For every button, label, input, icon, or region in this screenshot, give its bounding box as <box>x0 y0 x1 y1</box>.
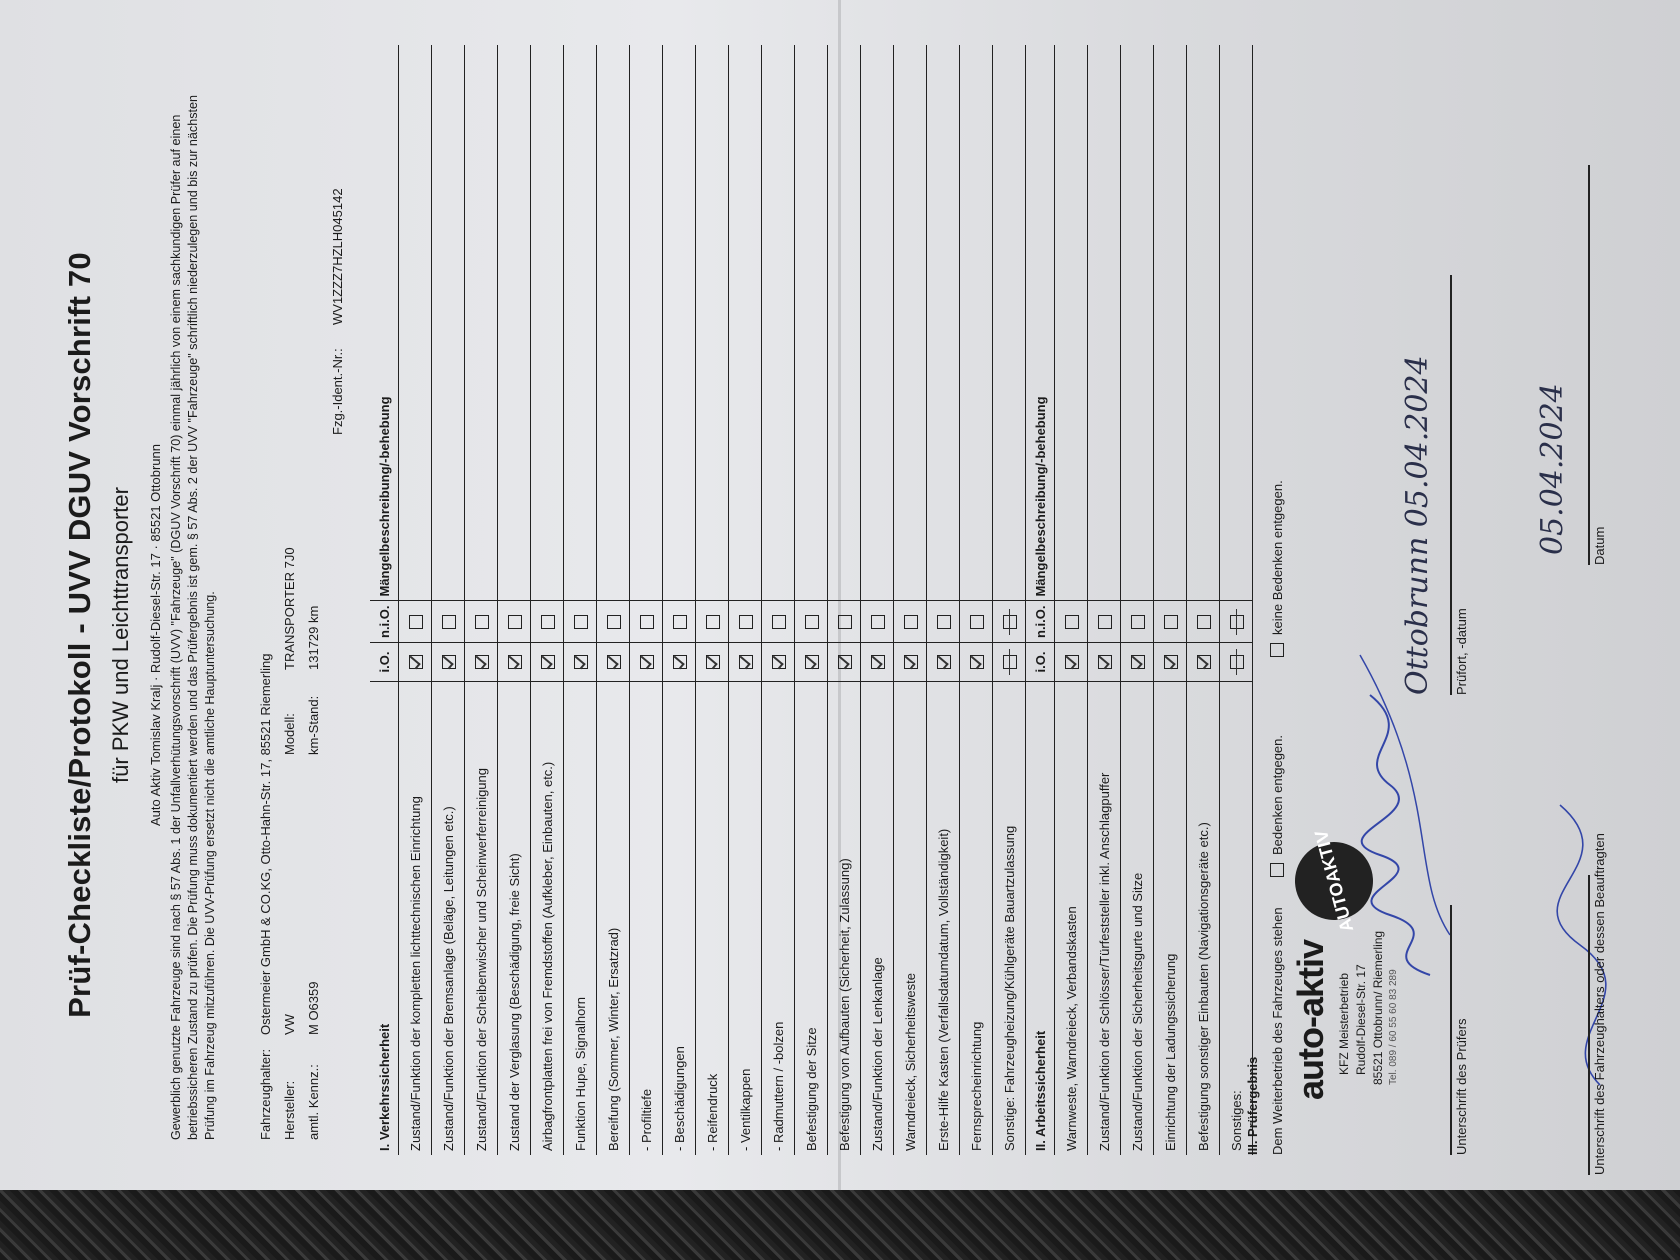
nio-checkbox[interactable] <box>904 615 918 629</box>
row-label: Funktion Hupe, Signalhorn <box>564 682 597 1156</box>
place-date-handwritten: Ottobrunn 05.04.2024 <box>1400 355 1435 695</box>
holder-label: Fahrzeughalter: <box>258 1048 273 1140</box>
stamp-line-1: KFZ Meisterbetrieb <box>1337 972 1351 1075</box>
row-label: Einrichtung der Ladungssicherung <box>1154 682 1187 1156</box>
checklist-table <box>370 45 1253 1155</box>
defect-description-cell[interactable] <box>762 45 795 601</box>
defect-description-cell[interactable] <box>498 45 531 601</box>
row-label: Zustand/Funktion der Sicherheitsgurte und Sitze <box>1121 682 1154 1156</box>
checklist-row <box>729 45 762 1155</box>
nio-checkbox[interactable] <box>739 615 753 629</box>
checklist-row <box>927 45 960 1155</box>
checklist-row <box>1187 45 1220 1155</box>
io-checkbox[interactable] <box>640 655 654 669</box>
row-label: Fernsprecheinrichtung <box>960 682 993 1156</box>
date-handwritten: 05.04.2024 <box>1535 383 1570 555</box>
nio-checkbox[interactable] <box>772 615 786 629</box>
result-option-concerns: Bedenken entgegen. <box>1270 735 1285 855</box>
checklist-row <box>861 45 894 1155</box>
row-label: Zustand/Funktion der Bremsanlage (Beläge, Leitungen etc.) <box>432 682 465 1156</box>
defect-description-cell[interactable] <box>663 45 696 601</box>
io-checkbox[interactable] <box>1065 655 1079 669</box>
io-checkbox[interactable] <box>409 655 423 669</box>
stamp-line-4: Tel. 089 / 60 55 60 83 289 <box>1388 969 1399 1085</box>
io-checkbox[interactable] <box>574 655 588 669</box>
examiner-signature-line <box>1450 905 1452 1155</box>
place-date-line <box>1450 275 1452 695</box>
examiner-label: Unterschrift des Prüfers <box>1454 1018 1469 1155</box>
nio-checkbox[interactable] <box>409 615 423 629</box>
company-line: Auto Aktiv Tomislav Kralj · Rudolf-Diesel-Str. 17 · 85521 Ottobrunn <box>148 444 163 826</box>
checklist-row <box>399 45 432 1155</box>
io-checkbox[interactable] <box>904 655 918 669</box>
row-label: Warnweste, Warndreieck, Verbandskasten <box>1055 682 1088 1156</box>
place-date-label: Prüfort, -datum <box>1454 608 1469 695</box>
defect-description-cell[interactable] <box>1088 45 1121 601</box>
km-label: km-Stand: <box>306 695 321 755</box>
checklist-document <box>0 15 1680 1195</box>
io-checkbox[interactable] <box>1003 655 1017 669</box>
row-label: Bereifung (Sommer, Winter, Ersatzrad) <box>597 682 630 1156</box>
model-value: TRANSPORTER 7J0 <box>282 547 297 670</box>
date-line <box>1588 165 1590 565</box>
nio-checkbox[interactable] <box>475 615 489 629</box>
io-checkbox[interactable] <box>475 655 489 669</box>
io-checkbox[interactable] <box>508 655 522 669</box>
defect-description-cell[interactable] <box>465 45 498 601</box>
result-text: Dem Weiterbetrieb des Fahrzeuges stehen <box>1270 907 1285 1155</box>
row-label: - Ventilkappen <box>729 682 762 1156</box>
row-label: Warndreieck, Sicherheitsweste <box>894 682 927 1156</box>
io-checkbox[interactable] <box>1164 655 1178 669</box>
row-label: Befestigung sonstiger Einbauten (Navigationsgeräte etc.) <box>1187 682 1220 1156</box>
checklist-row <box>597 45 630 1155</box>
io-checkbox[interactable] <box>1098 655 1112 669</box>
checklist-row <box>993 45 1026 1155</box>
row-label: Befestigung von Aufbauten (Sicherheit, Zulassung) <box>828 682 861 1156</box>
row-label: Zustand der Verglasung (Beschädigung, freie Sicht) <box>498 682 531 1156</box>
io-checkbox[interactable] <box>673 655 687 669</box>
row-label: Zustand/Funktion der Lenkanlage <box>861 682 894 1156</box>
col-io-header: i.O. <box>1026 643 1055 682</box>
holder-label: Unterschrift des Fahrzeughalters oder dessen Beauftragten <box>1592 833 1607 1175</box>
plate-value: M O6359 <box>306 981 321 1035</box>
io-checkbox[interactable] <box>871 655 885 669</box>
nio-checkbox[interactable] <box>805 615 819 629</box>
nio-checkbox[interactable] <box>1065 615 1079 629</box>
vin-label: Fzg.-Ident.-Nr.: <box>330 348 345 435</box>
io-checkbox[interactable] <box>541 655 555 669</box>
defect-description-cell[interactable] <box>399 45 432 601</box>
checklist-row <box>1121 45 1154 1155</box>
nio-checkbox[interactable] <box>541 615 555 629</box>
defect-description-cell[interactable] <box>531 45 564 601</box>
nio-checkbox[interactable] <box>673 615 687 629</box>
km-value: 131729 km <box>306 605 321 670</box>
io-checkbox[interactable] <box>772 655 786 669</box>
stamp-brand: auto-aktiv <box>1290 939 1331 1100</box>
checklist-row <box>696 45 729 1155</box>
nio-checkbox[interactable] <box>1197 615 1211 629</box>
defect-description-cell[interactable] <box>597 45 630 601</box>
date-label: Datum <box>1592 526 1607 565</box>
row-label: Sonstiges: <box>1220 682 1253 1156</box>
checklist-row <box>1154 45 1187 1155</box>
io-checkbox[interactable] <box>706 655 720 669</box>
checklist-row <box>960 45 993 1155</box>
nio-checkbox[interactable] <box>970 615 984 629</box>
checklist-row <box>894 45 927 1155</box>
concerns-checkbox[interactable] <box>1270 863 1284 877</box>
document-title: Prüf-Checkliste/Protokoll - UVV DGUV Vorschrift 70 <box>62 252 97 1018</box>
nio-checkbox[interactable] <box>1131 615 1145 629</box>
row-label: Zustand/Funktion der kompletten lichttechnischen Einrichtung <box>399 682 432 1156</box>
nio-checkbox[interactable] <box>607 615 621 629</box>
holder-value: Ostermeier GmbH & CO.KG, Otto-Hahn-Str. 17, 85521 Riemerling <box>258 653 273 1035</box>
io-checkbox[interactable] <box>1230 655 1244 669</box>
result-title: III. Prüfergebnis <box>1245 1056 1260 1155</box>
checklist-row <box>465 45 498 1155</box>
model-label: Modell: <box>282 713 297 755</box>
background-fabric <box>0 1190 1680 1260</box>
nio-checkbox[interactable] <box>838 615 852 629</box>
defect-description-cell[interactable] <box>795 45 828 601</box>
maker-value: VW <box>282 1014 297 1035</box>
nio-checkbox[interactable] <box>1098 615 1112 629</box>
section-title: II. Arbeitssicherheit <box>1026 682 1055 1156</box>
section-header-row <box>1026 45 1055 1155</box>
col-io-header: i.O. <box>370 643 399 682</box>
checklist-row <box>498 45 531 1155</box>
no-concerns-checkbox[interactable] <box>1270 643 1284 657</box>
intro-text: Gewerblich genutzte Fahrzeuge sind nach § 57 Abs. 1 der Unfallverhütungsvorschrift (UVV) "Fahrzeuge" (DGUV Vorschrift 70) einmal jährlich von einem sachkundigen Prüfer auf einen betriebssicheren Zustand zu prüfen. Die Prüfung muss dokumentiert werden und das Prüfergebnis ist gem. § 57 Abs. 2 der UVV "Fahrzeuge" schriftlich niederzulegen und bis zur nächsten Prüfung im Fahrzeug mitzuführen. Die UVV-Prüfung ersetzt nicht die amtliche Hauptuntersuchung. <box>169 95 217 1140</box>
nio-checkbox[interactable] <box>1003 615 1017 629</box>
defect-description-cell[interactable] <box>729 45 762 601</box>
checklist-row <box>564 45 597 1155</box>
stamp-logo: AUTOAKTIV <box>1286 833 1382 929</box>
io-checkbox[interactable] <box>937 655 951 669</box>
nio-checkbox[interactable] <box>937 615 951 629</box>
section-title: I. Verkehrssicherheit <box>370 682 399 1156</box>
nio-checkbox[interactable] <box>574 615 588 629</box>
defect-description-cell[interactable] <box>861 45 894 601</box>
row-label: Zustand/Funktion der Schlösser/Türfeststeller inkl. Anschlagpuffer <box>1088 682 1121 1156</box>
row-label: Erste-Hilfe Kasten (Verfallsdatumdatum, Vollständigkeit) <box>927 682 960 1156</box>
defect-description-cell[interactable] <box>1055 45 1088 601</box>
defect-description-cell[interactable] <box>1187 45 1220 601</box>
row-label: - Reifendruck <box>696 682 729 1156</box>
checklist-row <box>795 45 828 1155</box>
io-checkbox[interactable] <box>739 655 753 669</box>
io-checkbox[interactable] <box>1197 655 1211 669</box>
checklist-row <box>531 45 564 1155</box>
defect-description-cell[interactable] <box>432 45 465 601</box>
checklist-row <box>1055 45 1088 1155</box>
nio-checkbox[interactable] <box>442 615 456 629</box>
defect-description-cell[interactable] <box>630 45 663 601</box>
row-label: - Profiltiefe <box>630 682 663 1156</box>
io-checkbox[interactable] <box>805 655 819 669</box>
checklist-row <box>1220 45 1253 1155</box>
row-label: Zustand/Funktion der Scheibenwischer und Scheinwerferreinigung <box>465 682 498 1156</box>
defect-description-cell[interactable] <box>1121 45 1154 601</box>
io-checkbox[interactable] <box>970 655 984 669</box>
nio-checkbox[interactable] <box>871 615 885 629</box>
io-checkbox[interactable] <box>1131 655 1145 669</box>
holder-signature-line <box>1588 875 1590 1175</box>
io-checkbox[interactable] <box>442 655 456 669</box>
plate-label: amtl. Kennz.: <box>306 1064 321 1140</box>
defect-description-cell[interactable] <box>927 45 960 601</box>
checklist-row <box>630 45 663 1155</box>
checklist-row <box>828 45 861 1155</box>
defect-description-cell[interactable] <box>1154 45 1187 601</box>
row-label: Sonstige: Fahrzeugheizung/Kühlgeräte Bauartzulassung <box>993 682 1026 1156</box>
col-nio-header: n.i.O. <box>370 601 399 643</box>
io-checkbox[interactable] <box>607 655 621 669</box>
col-desc-header: Mängelbeschreibung/-behebung <box>1026 45 1055 601</box>
nio-checkbox[interactable] <box>640 615 654 629</box>
row-label: Befestigung der Sitze <box>795 682 828 1156</box>
defect-description-cell[interactable] <box>993 45 1026 601</box>
stamp-line-3: 85521 Ottobrunn/ Riemerling <box>1371 930 1385 1085</box>
checklist-row <box>663 45 696 1155</box>
nio-checkbox[interactable] <box>508 615 522 629</box>
nio-checkbox[interactable] <box>706 615 720 629</box>
vin-value: WV1ZZZ7HZLH045142 <box>330 188 345 325</box>
checklist-row <box>432 45 465 1155</box>
checklist-row <box>1088 45 1121 1155</box>
defect-description-cell[interactable] <box>828 45 861 601</box>
row-label: - Radmuttern / -bolzen <box>762 682 795 1156</box>
stamp-line-2: Rudolf-Diesel-Str. 17 <box>1354 964 1368 1075</box>
defect-description-cell[interactable] <box>696 45 729 601</box>
document-subtitle: für PKW und Leichttransporter <box>108 487 133 783</box>
row-label: - Beschädigungen <box>663 682 696 1156</box>
nio-checkbox[interactable] <box>1164 615 1178 629</box>
defect-description-cell[interactable] <box>894 45 927 601</box>
result-option-no-concerns: keine Bedenken entgegen. <box>1270 480 1285 635</box>
defect-description-cell[interactable] <box>564 45 597 601</box>
defect-description-cell[interactable] <box>1220 45 1253 601</box>
col-nio-header: n.i.O. <box>1026 601 1055 643</box>
col-desc-header: Mängelbeschreibung/-behebung <box>370 45 399 601</box>
checklist-row <box>762 45 795 1155</box>
section-header-row <box>370 45 399 1155</box>
maker-label: Hersteller: <box>282 1080 297 1140</box>
row-label: Airbagfrontplatten frei von Fremdstoffen (Aufkleber, Einbauten, etc.) <box>531 682 564 1156</box>
nio-checkbox[interactable] <box>1230 615 1244 629</box>
io-checkbox[interactable] <box>838 655 852 669</box>
defect-description-cell[interactable] <box>960 45 993 601</box>
